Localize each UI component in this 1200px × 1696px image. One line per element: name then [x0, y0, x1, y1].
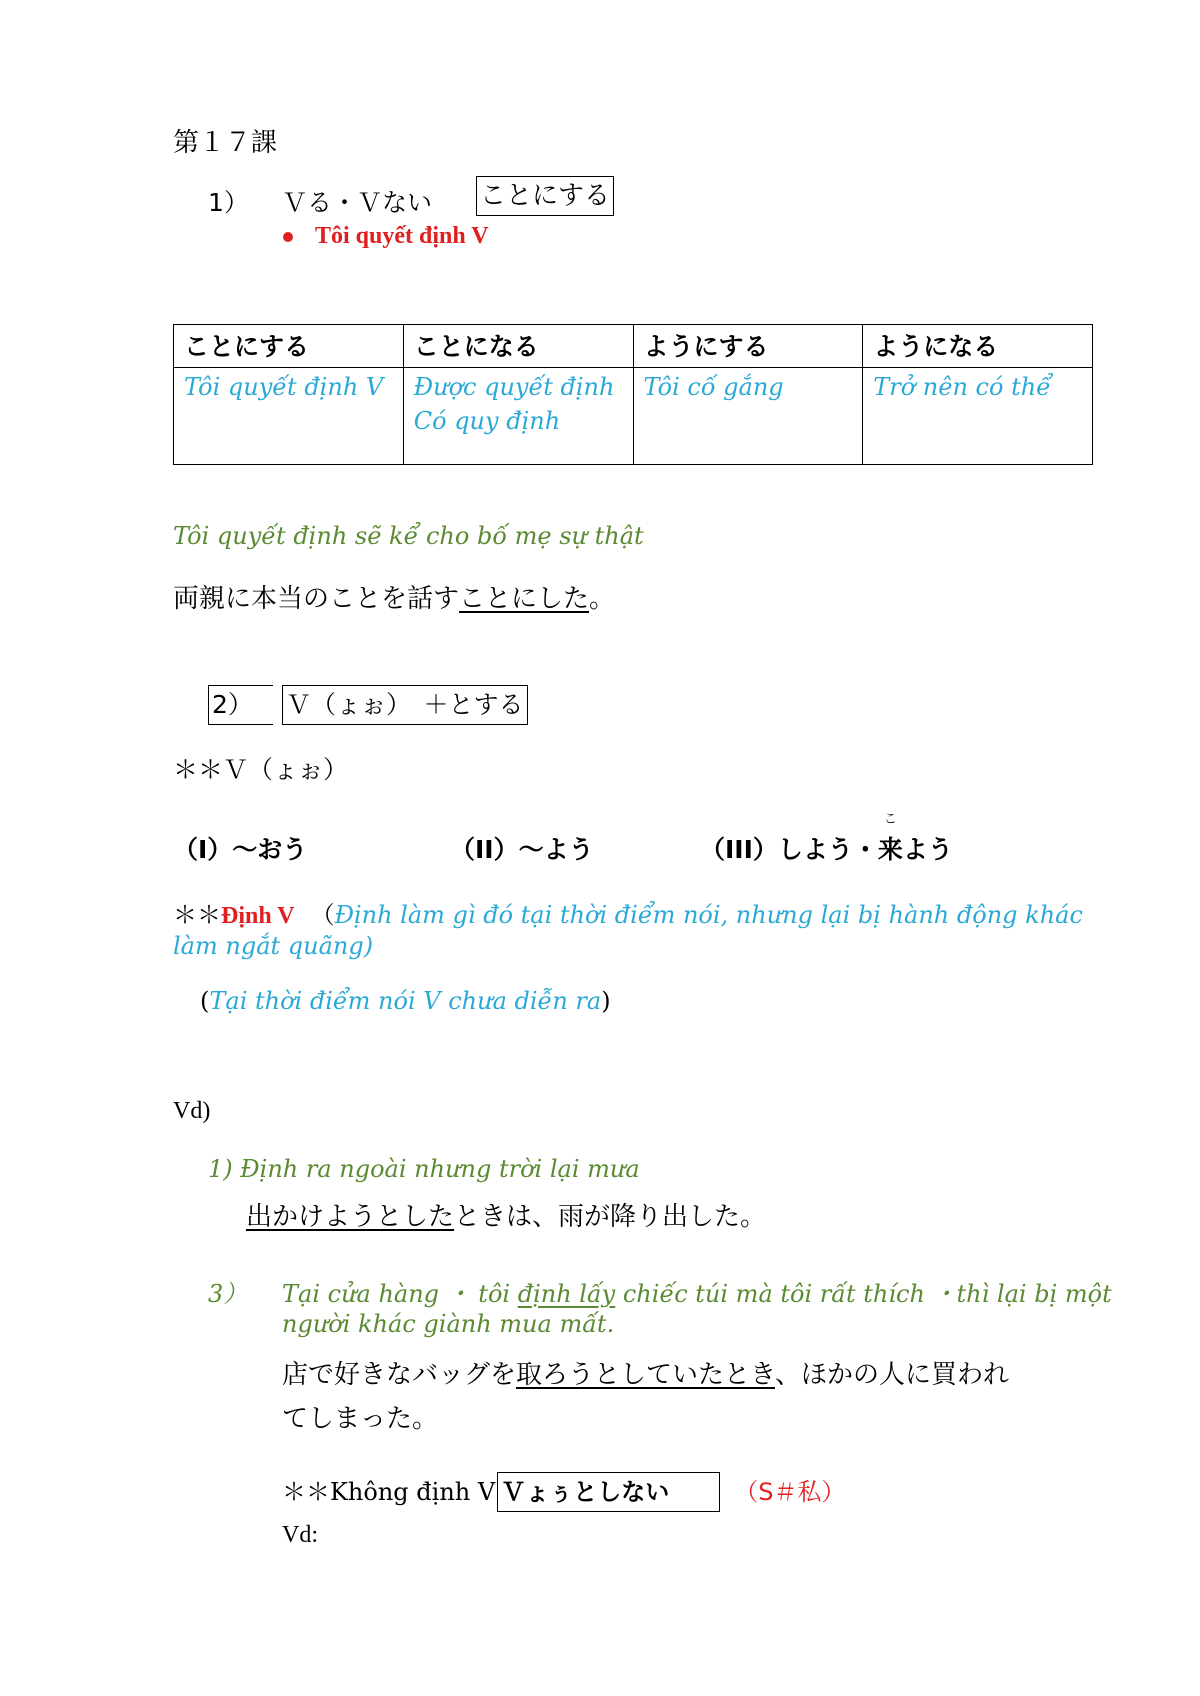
section2-formula: Ｖ（ょぉ） ＋とする — [282, 685, 528, 725]
table-header: ようにする — [633, 325, 863, 368]
negative-note: （S＃私） — [734, 1478, 846, 1506]
section1-bullet-text: Tôi quyết định V — [315, 223, 489, 249]
meaning-label: Định V — [221, 903, 295, 929]
ex3-vi-part2: chiếc túi mà tôi rất thích ・thì lại bị một — [615, 1280, 1112, 1308]
ex3-jp-part2: 、ほかの人に買われ — [774, 1360, 1009, 1390]
table-header: ようになる — [863, 325, 1093, 368]
group3-kanji-char: 来 — [877, 835, 903, 864]
meaning-note — [200, 987, 611, 1015]
ex2-jp-underlined: 出かけようとした — [246, 1202, 455, 1232]
comparison-table — [173, 324, 1093, 465]
negative-boxed-pattern: Ｖょぅとしない — [497, 1472, 720, 1512]
ex3-vi-part1: Tại cửa hàng ・ tôi — [282, 1280, 518, 1308]
negative-line — [282, 1472, 845, 1512]
group3-prefix: （III）しよう・ — [700, 835, 878, 864]
ex2-japanese — [246, 1196, 766, 1233]
meaning-open: （ — [310, 901, 335, 929]
table-header: ことになる — [403, 325, 633, 368]
section1-bullet — [283, 223, 489, 250]
furigana: こ — [883, 812, 897, 827]
meaning-desc-line2: làm ngắt quãng) — [173, 932, 374, 960]
volitional-heading: ＊＊Ｖ（ょぉ） — [173, 755, 349, 784]
group3-kanji — [877, 812, 903, 866]
meaning-stars: ＊＊ — [173, 901, 221, 929]
example1-jp-after: 。 — [589, 584, 616, 614]
ex2-vi-text: Định ra ngoài nhưng trời lại mưa — [240, 1155, 640, 1183]
ex2-jp-rest: ときは、雨が降り出した。 — [454, 1202, 767, 1232]
table-cell — [174, 368, 404, 465]
negative-vd: Vd: — [282, 1522, 318, 1548]
volitional-group-2: （II）～よう — [450, 835, 594, 864]
example1-jp-before: 両親に本当のことを話す — [173, 584, 460, 614]
table-cell — [633, 368, 863, 465]
section2-number: 2） — [208, 685, 273, 725]
table-header-row — [174, 325, 1093, 368]
example1-vietnamese: Tôi quyết định sẽ kể cho bố mẹ sự thật — [173, 522, 644, 550]
group3-suffix: よう — [902, 835, 953, 864]
cell-line: Trở nên có thể — [873, 373, 1051, 401]
example1-japanese — [173, 578, 615, 615]
negative-prefix: ＊＊Không định V — [282, 1478, 496, 1506]
section1-number: 1） — [208, 188, 249, 217]
ex2-number: 1) — [208, 1155, 233, 1183]
section1-formula: Ｖる・Ｖない — [282, 188, 433, 217]
note-close: ) — [601, 987, 611, 1015]
meaning-line1 — [173, 895, 1083, 930]
table-cell — [403, 368, 633, 465]
ex3-japanese-line2: てしまった。 — [282, 1404, 439, 1434]
note-open: ( — [200, 987, 210, 1015]
section1-boxed-pattern: ことにする — [476, 176, 614, 216]
table-row — [174, 368, 1093, 465]
ex3-number: 3） — [208, 1280, 248, 1308]
vd-label: Vd) — [173, 1098, 211, 1124]
ex3-vi-underlined: định lấy — [517, 1280, 616, 1308]
cell-line: Được quyết định — [413, 373, 615, 401]
cell-line: Tôi cố gắng — [643, 373, 784, 401]
ex3-vietnamese-line1 — [282, 1274, 1112, 1309]
ex2-vietnamese — [208, 1155, 640, 1183]
volitional-group-3 — [700, 812, 953, 866]
ex3-vietnamese-line2: người khác giành mua mất. — [282, 1310, 615, 1338]
lesson-title: 第１７課 — [173, 128, 278, 158]
note-text: Tại thời điểm nói V chưa diễn ra — [209, 987, 602, 1015]
cell-line: Có quy định — [413, 407, 561, 435]
ex3-jp-part1: 店で好きなバッグを — [282, 1360, 517, 1390]
ex3-jp-underlined: 取ろうとしていたとき — [516, 1360, 775, 1390]
table-header: ことにする — [174, 325, 404, 368]
ex3-japanese-line1 — [282, 1354, 1009, 1391]
bullet-icon — [283, 232, 293, 242]
volitional-group-1: （I）～おう — [173, 835, 308, 864]
cell-line: Tôi quyết định V — [184, 373, 384, 401]
example1-jp-underlined: ことにした — [459, 584, 590, 614]
table-cell — [863, 368, 1093, 465]
meaning-desc-line1: Định làm gì đó tại thời điểm nói, nhưng lại bị hành động khác — [334, 901, 1083, 929]
